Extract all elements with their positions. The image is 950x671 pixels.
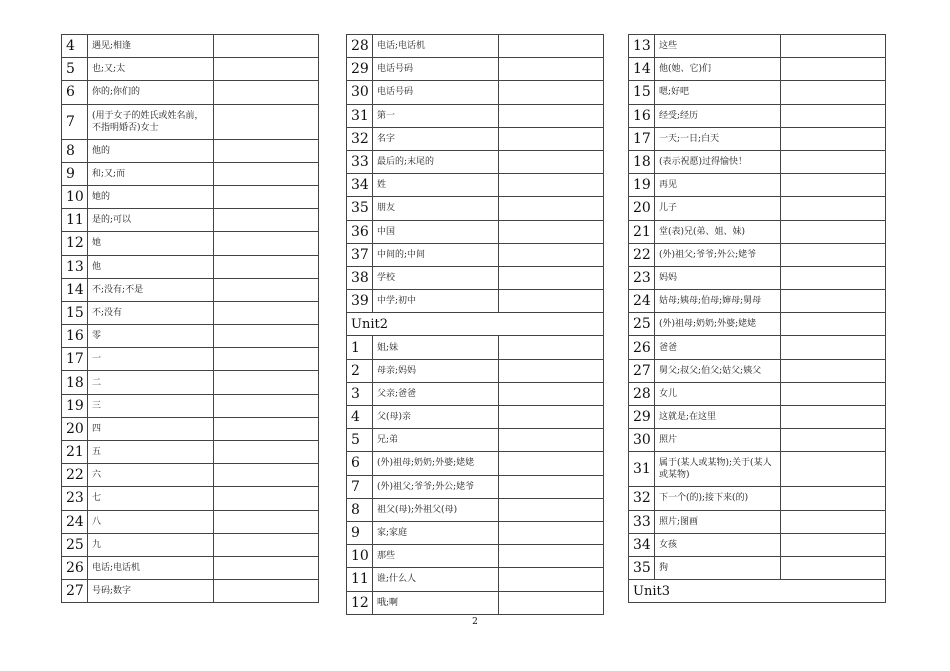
answer-cell[interactable] [781,81,886,104]
word-number: 25 [629,313,655,336]
word-meaning: 照片 [655,429,781,452]
table-row [62,81,319,104]
word-meaning: 不;没有;不是 [88,278,214,301]
table-row [629,174,886,197]
word-number: 22 [62,464,88,487]
table-row [347,81,604,104]
table-row [629,35,886,58]
word-meaning: 照片;图画 [655,510,781,533]
word-meaning: 和;又;而 [88,162,214,185]
table-row [347,104,604,127]
answer-cell[interactable] [499,521,604,544]
answer-cell[interactable] [499,545,604,568]
table-row [347,568,604,591]
word-number: 6 [347,452,373,475]
table-row [347,382,604,405]
answer-cell[interactable] [499,452,604,475]
table-row [629,429,886,452]
table-row [629,382,886,405]
table-row [347,336,604,359]
word-number: 5 [347,429,373,452]
table-row [62,162,319,185]
answer-cell[interactable] [214,209,319,232]
answer-cell[interactable] [781,452,886,487]
answer-cell[interactable] [214,81,319,104]
word-number: 21 [62,441,88,464]
word-number: 15 [62,301,88,324]
word-meaning: 二 [88,371,214,394]
word-meaning: 狗 [655,556,781,579]
answer-cell[interactable] [781,313,886,336]
word-number: 23 [629,266,655,289]
table-row [629,359,886,382]
table-row [62,556,319,579]
word-meaning: 九 [88,533,214,556]
word-number: 30 [629,429,655,452]
answer-cell[interactable] [499,498,604,521]
answer-cell[interactable] [214,58,319,81]
answer-cell[interactable] [499,591,604,614]
table-row [629,266,886,289]
word-meaning: 不;没有 [88,301,214,324]
table-row [62,209,319,232]
vocabulary-table-left [61,34,319,603]
answer-cell[interactable] [499,104,604,127]
word-number: 39 [347,290,373,313]
word-meaning: (外)祖母;奶奶;外婆;姥姥 [373,452,499,475]
word-meaning: 四 [88,417,214,440]
word-meaning: 第一 [373,104,499,127]
table-row [62,301,319,324]
answer-cell[interactable] [214,325,319,348]
word-meaning: 那些 [373,545,499,568]
answer-cell[interactable] [781,58,886,81]
word-meaning: 爸爸 [655,336,781,359]
word-meaning: 谁;什么人 [373,568,499,591]
answer-cell[interactable] [499,174,604,197]
word-meaning: 舅父;叔父;伯父;姑父;姨父 [655,359,781,382]
unit-heading-row [629,580,886,603]
word-meaning: 儿子 [655,197,781,220]
word-meaning: 电话号码 [373,58,499,81]
unit-heading: Unit2 [347,313,604,336]
word-number: 12 [347,591,373,614]
answer-cell[interactable] [214,487,319,510]
answer-cell[interactable] [499,475,604,498]
word-meaning: 女孩 [655,533,781,556]
word-meaning: 号码;数字 [88,580,214,603]
word-meaning: 姓 [373,174,499,197]
table-row [347,35,604,58]
word-meaning: 八 [88,510,214,533]
answer-cell[interactable] [781,243,886,266]
answer-cell[interactable] [499,197,604,220]
answer-cell[interactable] [214,162,319,185]
word-number: 19 [629,174,655,197]
word-number: 15 [629,81,655,104]
answer-cell[interactable] [214,533,319,556]
table-row [62,325,319,348]
table-row [347,266,604,289]
word-number: 8 [347,498,373,521]
word-number: 10 [62,185,88,208]
word-meaning: (用于女子的姓氏或姓名前，不指明婚否)女士 [88,104,214,139]
table-row [629,313,886,336]
word-number: 11 [347,568,373,591]
word-number: 14 [62,278,88,301]
word-number: 20 [62,417,88,440]
word-number: 16 [629,104,655,127]
word-number: 35 [629,556,655,579]
word-meaning: 她 [88,232,214,255]
answer-cell[interactable] [214,348,319,371]
answer-cell[interactable] [214,371,319,394]
table-row [347,127,604,150]
word-number: 2 [347,359,373,382]
answer-cell[interactable] [781,35,886,58]
word-number: 3 [347,382,373,405]
answer-cell[interactable] [214,278,319,301]
word-meaning: 一 [88,348,214,371]
table-row [347,197,604,220]
table-row [62,278,319,301]
answer-cell[interactable] [781,510,886,533]
word-number: 13 [629,35,655,58]
table-row [62,533,319,556]
word-number: 35 [347,197,373,220]
answer-cell[interactable] [214,232,319,255]
table-row [629,150,886,173]
answer-cell[interactable] [214,556,319,579]
table-row [347,150,604,173]
table-row [62,104,319,139]
table-row [62,464,319,487]
answer-cell[interactable] [499,150,604,173]
answer-cell[interactable] [781,127,886,150]
answer-cell[interactable] [781,290,886,313]
word-number: 1 [347,336,373,359]
word-number: 7 [347,475,373,498]
answer-cell[interactable] [214,35,319,58]
table-row [347,498,604,521]
word-meaning: 中国 [373,220,499,243]
answer-cell[interactable] [781,487,886,510]
word-number: 9 [347,521,373,544]
word-meaning: 七 [88,487,214,510]
word-number: 32 [347,127,373,150]
answer-cell[interactable] [781,556,886,579]
word-meaning: 你的;你们的 [88,81,214,104]
word-number: 9 [62,162,88,185]
word-meaning: 三 [88,394,214,417]
word-number: 23 [62,487,88,510]
word-meaning: 祖父(母);外祖父(母) [373,498,499,521]
word-meaning: 哦;啊 [373,591,499,614]
answer-cell[interactable] [781,174,886,197]
word-number: 28 [347,35,373,58]
unit-heading-row [347,313,604,336]
answer-cell[interactable] [214,441,319,464]
answer-cell[interactable] [214,185,319,208]
word-number: 34 [629,533,655,556]
table-row [62,35,319,58]
word-meaning: 他的 [88,139,214,162]
word-number: 8 [62,139,88,162]
word-meaning: 遇见;相逢 [88,35,214,58]
table-row [347,521,604,544]
word-number: 31 [347,104,373,127]
word-number: 24 [62,510,88,533]
table-row [62,417,319,440]
answer-cell[interactable] [499,81,604,104]
vocabulary-table-right [628,34,886,603]
answer-cell[interactable] [781,336,886,359]
table-row [629,243,886,266]
table-row [62,580,319,603]
word-number: 33 [347,150,373,173]
word-number: 20 [629,197,655,220]
word-meaning: 这就是;在这里 [655,406,781,429]
word-meaning: 学校 [373,266,499,289]
answer-cell[interactable] [214,580,319,603]
answer-cell[interactable] [214,104,319,139]
answer-cell[interactable] [214,394,319,417]
word-meaning: 中学;初中 [373,290,499,313]
answer-cell[interactable] [781,359,886,382]
word-meaning: 属于(某人或某物);关于(某人或某物) [655,452,781,487]
table-row [62,232,319,255]
table-row [347,475,604,498]
word-meaning: 电话;电话机 [373,35,499,58]
table-row [629,58,886,81]
table-row [629,104,886,127]
table-row [62,255,319,278]
word-meaning: 一天;一日;白天 [655,127,781,150]
table-row [347,545,604,568]
table-row [62,441,319,464]
word-number: 17 [629,127,655,150]
answer-cell[interactable] [499,568,604,591]
word-number: 10 [347,545,373,568]
answer-cell[interactable] [781,220,886,243]
table-row [629,510,886,533]
answer-cell[interactable] [781,266,886,289]
answer-cell[interactable] [781,150,886,173]
table-row [62,487,319,510]
word-meaning: 她的 [88,185,214,208]
word-meaning: 零 [88,325,214,348]
answer-cell[interactable] [499,429,604,452]
answer-cell[interactable] [781,197,886,220]
table-row [347,591,604,614]
word-meaning: 朋友 [373,197,499,220]
table-row [62,348,319,371]
table-row [347,429,604,452]
answer-cell[interactable] [781,406,886,429]
word-meaning: 堂(表)兄(弟、姐、妹) [655,220,781,243]
answer-cell[interactable] [214,417,319,440]
word-number: 21 [629,220,655,243]
answer-cell[interactable] [499,359,604,382]
vocabulary-table-middle [346,34,604,615]
table-row [62,371,319,394]
word-meaning: (表示祝愿)过得愉快！ [655,150,781,173]
word-meaning: 是的;可以 [88,209,214,232]
word-meaning: 经受;经历 [655,104,781,127]
word-number: 13 [62,255,88,278]
answer-cell[interactable] [499,35,604,58]
word-number: 29 [629,406,655,429]
word-meaning: 兄;弟 [373,429,499,452]
word-number: 30 [347,81,373,104]
word-number: 25 [62,533,88,556]
answer-cell[interactable] [499,127,604,150]
word-meaning: 也;又;太 [88,58,214,81]
table-row [62,58,319,81]
word-number: 34 [347,174,373,197]
table-row [629,81,886,104]
word-number: 19 [62,394,88,417]
word-meaning: 这些 [655,35,781,58]
table-row [347,452,604,475]
answer-cell[interactable] [499,220,604,243]
word-meaning: 女儿 [655,382,781,405]
table-row [347,290,604,313]
table-row [629,487,886,510]
word-meaning: 嗯;好吧 [655,81,781,104]
word-meaning: 名字 [373,127,499,150]
answer-cell[interactable] [214,301,319,324]
word-number: 16 [62,325,88,348]
answer-cell[interactable] [781,533,886,556]
word-number: 27 [629,359,655,382]
word-meaning: 他 [88,255,214,278]
page-number: 2 [472,617,478,627]
table-row [629,290,886,313]
table-row [629,556,886,579]
word-number: 26 [629,336,655,359]
word-number: 38 [347,266,373,289]
word-number: 32 [629,487,655,510]
answer-cell[interactable] [214,464,319,487]
word-number: 12 [62,232,88,255]
word-meaning: (外)祖父;爷爷;外公;姥爷 [655,243,781,266]
word-number: 24 [629,290,655,313]
word-number: 31 [629,452,655,487]
answer-cell[interactable] [214,510,319,533]
word-number: 14 [629,58,655,81]
word-number: 18 [62,371,88,394]
answer-cell[interactable] [499,58,604,81]
word-number: 17 [62,348,88,371]
table-row [347,359,604,382]
word-number: 4 [62,35,88,58]
table-row [629,452,886,487]
word-meaning: 中间的;中间 [373,243,499,266]
word-meaning: 再见 [655,174,781,197]
word-meaning: (外)祖父;爷爷;外公;姥爷 [373,475,499,498]
word-number: 7 [62,104,88,139]
answer-cell[interactable] [499,406,604,429]
word-meaning: (外)祖母;奶奶;外婆;姥姥 [655,313,781,336]
table-row [62,394,319,417]
word-number: 4 [347,406,373,429]
unit-heading: Unit3 [629,580,886,603]
table-row [347,406,604,429]
table-row [629,533,886,556]
word-number: 6 [62,81,88,104]
word-meaning: 家;家庭 [373,521,499,544]
table-row [629,127,886,150]
answer-cell[interactable] [781,429,886,452]
word-number: 33 [629,510,655,533]
table-row [62,510,319,533]
word-meaning: 六 [88,464,214,487]
table-row [62,185,319,208]
answer-cell[interactable] [499,290,604,313]
word-number: 29 [347,58,373,81]
word-number: 36 [347,220,373,243]
answer-cell[interactable] [499,243,604,266]
word-meaning: 父(母)亲 [373,406,499,429]
answer-cell[interactable] [214,255,319,278]
word-meaning: 电话;电话机 [88,556,214,579]
answer-cell[interactable] [214,139,319,162]
table-row [629,220,886,243]
table-row [62,139,319,162]
word-number: 27 [62,580,88,603]
answer-cell[interactable] [781,104,886,127]
word-number: 18 [629,150,655,173]
answer-cell[interactable] [499,266,604,289]
table-row [347,58,604,81]
word-meaning: 母亲;妈妈 [373,359,499,382]
word-number: 37 [347,243,373,266]
word-meaning: 五 [88,441,214,464]
table-row [347,243,604,266]
word-number: 26 [62,556,88,579]
table-row [629,336,886,359]
answer-cell[interactable] [499,382,604,405]
word-meaning: 姐;妹 [373,336,499,359]
word-number: 22 [629,243,655,266]
word-number: 28 [629,382,655,405]
table-row [347,174,604,197]
word-number: 11 [62,209,88,232]
word-meaning: 妈妈 [655,266,781,289]
table-row [347,220,604,243]
word-meaning: 姑母;姨母;伯母;婶母;舅母 [655,290,781,313]
word-meaning: 电话号码 [373,81,499,104]
table-row [629,197,886,220]
answer-cell[interactable] [781,382,886,405]
word-meaning: 最后的;末尾的 [373,150,499,173]
word-meaning: 父亲;爸爸 [373,382,499,405]
answer-cell[interactable] [499,336,604,359]
word-meaning: 下一个(的);接下来(的) [655,487,781,510]
word-meaning: 他(她、它)们 [655,58,781,81]
word-number: 5 [62,58,88,81]
table-row [629,406,886,429]
